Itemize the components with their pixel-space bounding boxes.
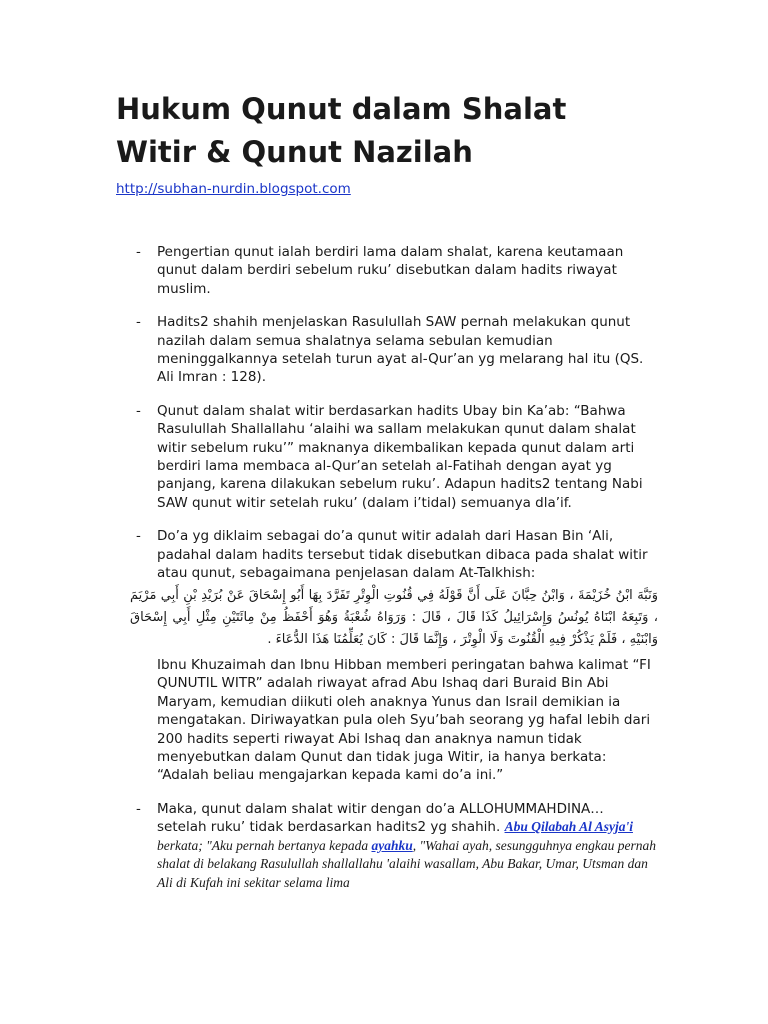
- title-line-1: Hukum Qunut dalam Shalat: [116, 92, 567, 126]
- list-dash: -: [136, 314, 141, 331]
- list-dash: -: [136, 402, 141, 419]
- list-item-text: Do’a yg diklaim sebagai do’a qunut witir adalah dari Hasan Bin ‘Ali, padahal dalam hadits tersebut tidak disebutkan dibaca pada shalat witir atau qunut, sebagaimana penjelasan dalam At-Talkhish:: [157, 528, 648, 582]
- list-item: [116, 243, 656, 298]
- page-title: [116, 88, 676, 174]
- list-item-text: Pengertian qunut ialah berdiri lama dalam shalat, karena keutamaan qunut dalam berdiri sebelum ruku’ disebutkan dalam hadits riwayat muslim.: [157, 244, 624, 297]
- narrator-link[interactable]: Abu Qilabah Al Asyja'i: [504, 819, 633, 835]
- title-line-2: Witir & Qunut Nazilah: [116, 135, 473, 169]
- quote-text: berkata; "Aku pernah bertanya kepada: [157, 837, 372, 853]
- list-item: [116, 527, 656, 582]
- list-item-text: Qunut dalam shalat witir berdasarkan hadits Ubay bin Ka’ab: “Bahwa Rasulullah Shallallahu ‘alaihi wa sallam melakukan qunut dalam shalat witir sebelum ruku’” maknanya dikembalikan kepada qunut dalam arti berdiri lama membaca al-Qur’an setelah al-Fatihah dengan ayat yg panjang, karena dilakukan sebelum ruku’. Adapun hadits2 tentang Nabi SAW qunut witir setelah ruku’ (dalam i’tidal) semuanya dla’if.: [157, 402, 643, 511]
- arabic-quote: وَنَبَّهَ ابْنُ خُزَيْمَةَ ، وَابْنُ حِبَّانَ عَلَى أَنَّ قَوْلَهُ فِي قُنُوتِ الْوِتْرِ تَفَرَّدَ بِهَا أَبُو إِسْحَاقَ عَنْ بُرَيْدِ بْنِ أَبِي مَرْيَمَ ، وَتَبِعَهُ ابْنَاهُ يُونُسُ وَإِسْرَائِيلُ كَذَا قَالَ ، قَالَ : وَرَوَاهُ شُعْبَةُ وَهُوَ أَحْفَظُ مِنْ مِائَتَيْنِ مِثْلِ أَبِي إِسْحَاقَ وَابْنَيْهِ ، فَلَمْ يَذْكُرْ فِيهِ الْقُنُوتَ وَلَا الْوِتْرَ ، وَإِنَّمَا قَالَ : كَانَ يُعَلِّمُنَا هَذَا الدُّعَاءَ .: [130, 588, 658, 647]
- list-dash: -: [136, 244, 141, 260]
- list-item: [116, 800, 656, 892]
- quote-text-continued: , "Wahai ayah, sesungguhnya engkau pernah shalat di belakang Rasulullah shallallahu 'alaihi wasallam, Abu Bakar, Umar, Utsman dan Ali di Kufah ini sekitar selama lima: [157, 837, 657, 890]
- list-item: [116, 313, 656, 387]
- source-link[interactable]: http://subhan-nurdin.blogspot.com: [116, 181, 351, 197]
- list-dash: -: [136, 528, 141, 545]
- list-dash: -: [136, 801, 141, 817]
- list-item-text: Maka, qunut dalam shalat witir dengan do’a ALLOHUMMAHDINA… setelah ruku’ tidak berdasarkan hadits2 yg shahih.: [157, 801, 604, 836]
- bullet-list: [116, 243, 656, 598]
- final-list: [116, 800, 656, 892]
- father-link[interactable]: ayahku: [371, 837, 413, 853]
- list-item-text: Hadits2 shahih menjelaskan Rasulullah SAW pernah melakukan qunut nazilah dalam semua shalatnya selama sebulan kemudian meninggalkannya setelah turun ayat al-Qur’an yg melarang hal itu (QS. Ali Imran : 128).: [157, 314, 644, 386]
- explanation-paragraph: Ibnu Khuzaimah dan Ibnu Hibban memberi peringatan bahwa kalimat “FI QUNUTIL WITR” adalah riwayat afrad Abu Ishaq dari Buraid Bin Abi Maryam, kemudian diikuti oleh anaknya Yunus dan Israil demikian ia mengatakan. Diriwayatkan pula oleh Syu’bah seorang yg hafal lebih dari 200 hadits seperti riwayat Abi Ishaq dan anaknya namun tidak menyebutkan dalam Qunut dan tidak juga Witir, ia hanya berkata: “Adalah beliau mengajarkan kepada kami do’a ini.”: [157, 657, 651, 784]
- list-item: [116, 402, 656, 512]
